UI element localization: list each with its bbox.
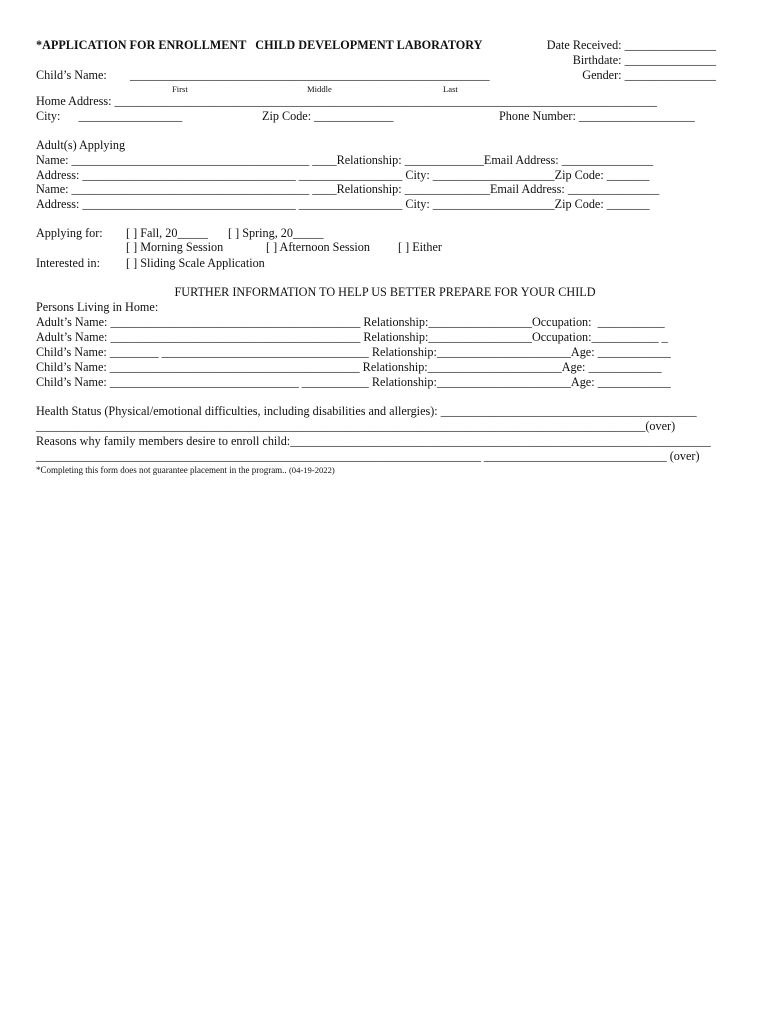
city-field[interactable]: City: _________________: [36, 109, 183, 123]
household-row[interactable]: Adult’s Name: _________________________________________ Relationship:_________________Occupation:___________ _: [36, 330, 668, 344]
middle-name-caption: Middle: [307, 84, 332, 94]
household-row[interactable]: Child’s Name: _________________________________________ Relationship:______________________Age: ____________: [36, 360, 662, 374]
home-address-field[interactable]: Home Address: _________________________________________________________________________________________: [36, 94, 657, 108]
household-row[interactable]: Child’s Name: ________ __________________________________ Relationship:______________________Age: ____________: [36, 345, 671, 359]
form-title: *APPLICATION FOR ENROLLMENT CHILD DEVELOPMENT LABORATORY: [36, 38, 483, 52]
placement-disclaimer: [36, 463, 335, 477]
adult1-name-row[interactable]: Name: _______________________________________ ____Relationship: _____________Email Address: _______________: [36, 153, 654, 167]
form-revision-date: (04-19-2022): [288, 465, 335, 475]
first-name-caption: First: [172, 84, 188, 94]
further-information-heading: FURTHER INFORMATION TO HELP US BETTER PREPARE FOR YOUR CHILD: [174, 285, 596, 299]
fall-checkbox[interactable]: [ ] Fall, 20_____: [126, 226, 208, 240]
health-status-continuation[interactable]: ____________________________________________________________________________________________________(over): [36, 419, 676, 433]
phone-number-field[interactable]: Phone Number: ___________________: [499, 109, 695, 123]
interested-in-label: Interested in:: [36, 256, 100, 270]
applying-for-label: Applying for:: [36, 226, 103, 240]
adult2-name-row[interactable]: Name: _______________________________________ ____Relationship: ______________Email Address: _______________: [36, 182, 660, 196]
afternoon-session-checkbox[interactable]: [ ] Afternoon Session: [266, 240, 370, 254]
disclaimer-text: *Completing this form does not guarantee placement in the program..: [36, 465, 287, 475]
child-name-field[interactable]: ___________________________________________________________: [130, 68, 490, 82]
zip-code-field[interactable]: Zip Code: _____________: [262, 109, 394, 123]
date-received-field[interactable]: Date Received: _______________: [546, 38, 716, 52]
enroll-reasons-continuation[interactable]: _________________________________________________________________________ ______________________________ (over): [36, 449, 700, 463]
adult2-address-row[interactable]: Address: ___________________________________ _________________ City: ____________________Zip Code: _______: [36, 197, 650, 211]
last-name-caption: Last: [443, 84, 458, 94]
gender-field[interactable]: Gender: _______________: [582, 68, 716, 82]
birthdate-field[interactable]: Birthdate: _______________: [572, 53, 716, 67]
morning-session-checkbox[interactable]: [ ] Morning Session: [126, 240, 224, 254]
spring-checkbox[interactable]: [ ] Spring, 20_____: [228, 226, 324, 240]
adults-applying-heading: Adult(s) Applying: [36, 138, 126, 152]
adult1-address-row[interactable]: Address: ___________________________________ _________________ City: ____________________Zip Code: _______: [36, 168, 650, 182]
health-status-field[interactable]: Health Status (Physical/emotional difficulties, including disabilities and allergies): __________________________________________: [36, 404, 697, 418]
sliding-scale-checkbox[interactable]: [ ] Sliding Scale Application: [126, 256, 265, 270]
household-row[interactable]: Adult’s Name: _________________________________________ Relationship:_________________Occupation: ___________: [36, 315, 665, 329]
enroll-reasons-field[interactable]: Reasons why family members desire to enroll child:_____________________________________________________________________: [36, 434, 711, 448]
household-row[interactable]: Child’s Name: _______________________________ ___________ Relationship:______________________Age: ____________: [36, 375, 671, 389]
persons-living-label: Persons Living in Home:: [36, 300, 159, 314]
either-session-checkbox[interactable]: [ ] Either: [398, 240, 442, 254]
child-name-label: Child’s Name:: [36, 68, 107, 82]
